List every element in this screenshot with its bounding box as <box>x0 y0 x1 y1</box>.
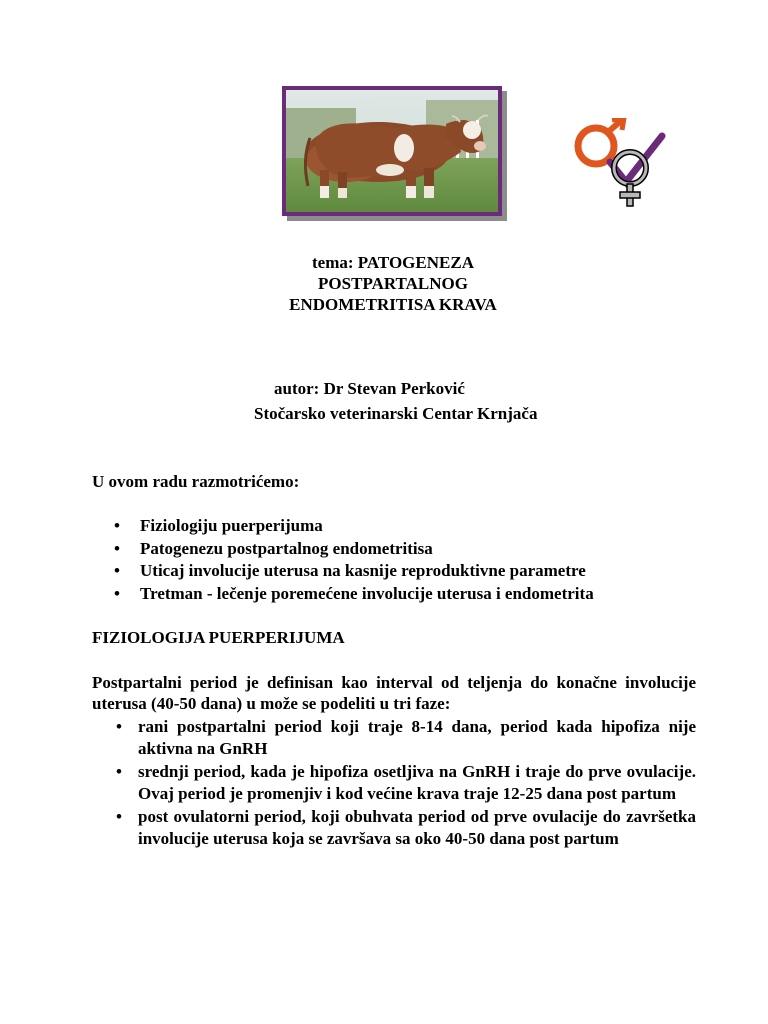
intro-text: U ovom radu razmotrićemo: <box>92 472 300 491</box>
title-line-2: POSTPARTALNOG <box>318 274 468 293</box>
title-line-1: tema: PATOGENEZA <box>312 253 474 272</box>
author-line: autor: Dr Stevan Perković <box>274 379 465 398</box>
list-item: • Patogenezu postpartalnog endometritisa <box>92 538 594 561</box>
bull-photo <box>282 86 502 216</box>
list-item: • post ovulatorni period, koji obuhvata period od prve ovulacije do završetka involucije uterusa koja se završava sa oko 40-50 dana post partum <box>92 806 696 849</box>
section-heading: FIZIOLOGIJA PUERPERIJUMA <box>92 628 345 647</box>
topics-list <box>92 515 594 605</box>
list-item: • rani postpartalni period koji traje 8-14 dana, period kada hipofiza nije aktivna na GnRH <box>92 716 696 759</box>
list-item: • srednji period, kada je hipofiza osetljiva na GnRH i traje do prve ovulacije. Ovaj period je promenjiv i kod većine krava traje 12-25 dana post partum <box>92 761 696 804</box>
author-institute: Stočarsko veterinarski Centar Krnjača <box>254 404 538 423</box>
bull-photo-icon <box>286 90 498 212</box>
phases-list <box>92 716 696 851</box>
list-item: • Uticaj involucije uterusa na kasnije reproduktivne parametre <box>92 560 594 583</box>
document-title <box>240 252 546 315</box>
gender-symbols-icon <box>568 118 668 210</box>
list-item: • Fiziologiju puerperijuma <box>92 515 594 538</box>
gender-symbols-logo <box>568 118 668 210</box>
list-item: • Tretman - lečenje poremećene involucije uterusa i endometrita <box>92 583 594 606</box>
title-line-3: ENDOMETRITISA KRAVA <box>289 295 497 314</box>
body-paragraph: Postpartalni period je definisan kao interval od teljenja do konačne involucije uterusa (40-50 dana) u može se podeliti u tri faze: <box>92 673 696 713</box>
